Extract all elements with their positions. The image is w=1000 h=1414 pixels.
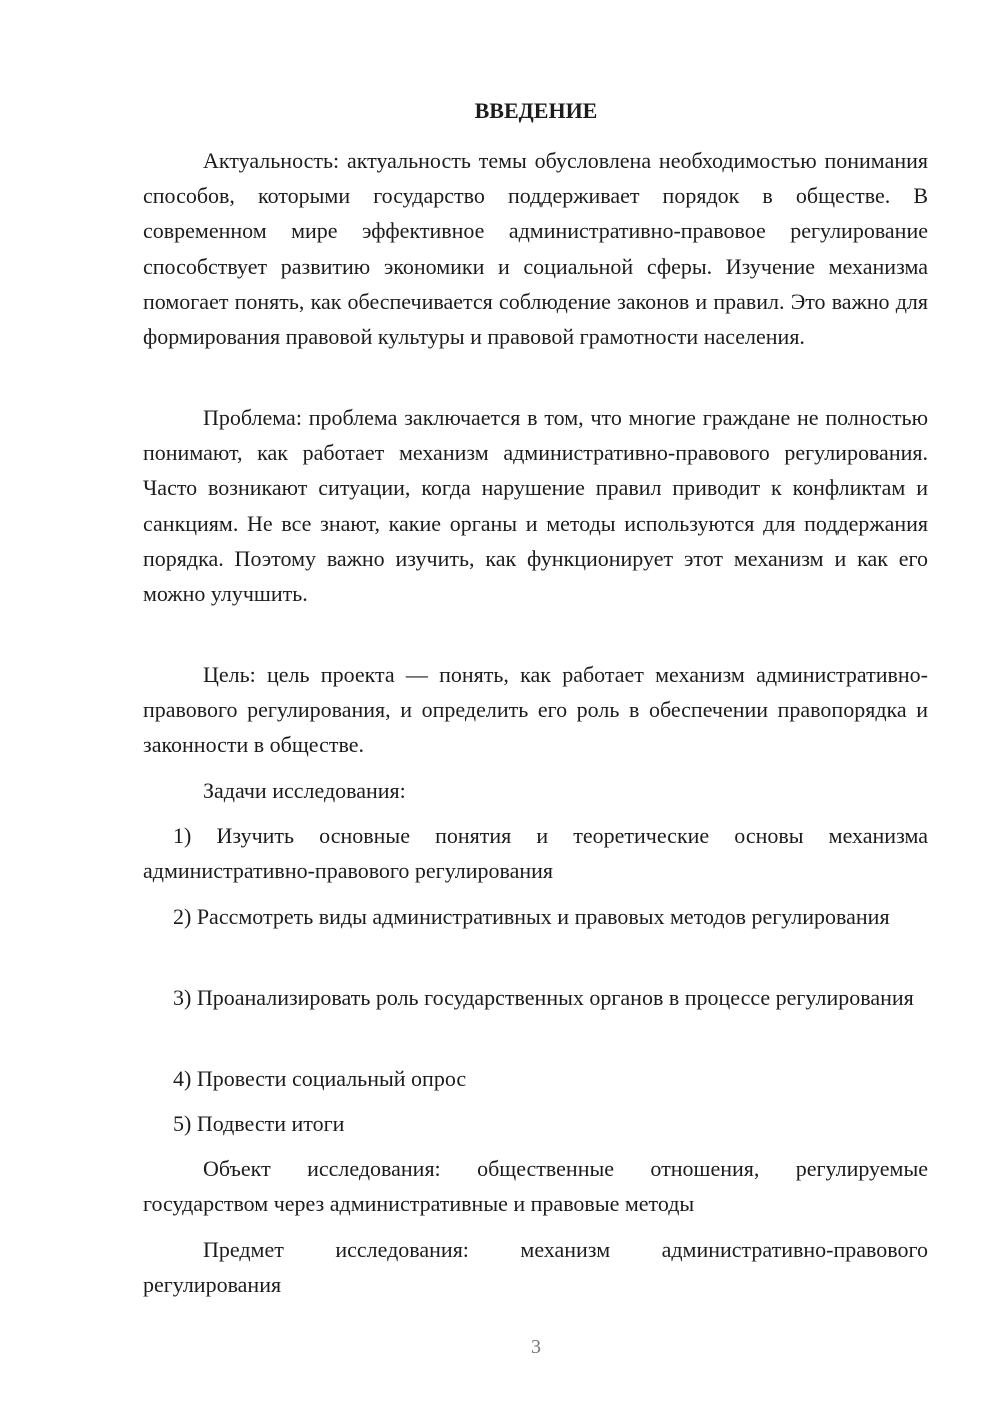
task-item-5: 5) Подвести итоги bbox=[173, 1111, 345, 1136]
subject-paragraph: Предмет исследования: механизм административно-правового регулирования bbox=[143, 1237, 928, 1298]
task-item-1: 1) Изучить основные понятия и теоретические основы механизма административно-правового регулирования bbox=[143, 823, 928, 884]
page-number: 3 bbox=[531, 1336, 541, 1358]
task-item-3: 3) Проанализировать роль государственных органов в процессе регулирования bbox=[173, 985, 914, 1010]
relevance-paragraph: Актуальность: актуальность темы обусловлена необходимостью понимания способов, которыми государство поддерживает порядок в обществе. В современном мире эффективное административно-правовое регулирование способствует развитию экономики и социальной сферы. Изучение механизма помогает понять, как обеспечивается соблюдение законов и правил. Это важно для формирования правовой культуры и правовой грамотности населения. bbox=[143, 148, 928, 350]
goal-paragraph: Цель: цель проекта — понять, как работает механизм административно-правового регулирования, и определить его роль в обеспечении правопорядка и законности в обществе. bbox=[143, 662, 928, 758]
page-title: ВВЕДЕНИЕ bbox=[474, 98, 598, 123]
object-paragraph: Объект исследования: общественные отношения, регулируемые государством через административные и правовые методы bbox=[143, 1156, 928, 1217]
task-item-4: 4) Провести социальный опрос bbox=[173, 1066, 467, 1091]
problem-paragraph: Проблема: проблема заключается в том, что многие граждане не полностью понимают, как работает механизм административно-правового регулирования. Часто возникают ситуации, когда нарушение правил приводит к конфликтам и санкциям. Не все знают, какие органы и методы используются для поддержания порядка. Поэтому важно изучить, как функционирует этот механизм и как его можно улучшить. bbox=[143, 405, 928, 607]
tasks-heading: Задачи исследования: bbox=[203, 778, 406, 803]
task-item-2: 2) Рассмотреть виды административных и правовых методов регулирования bbox=[173, 904, 890, 929]
